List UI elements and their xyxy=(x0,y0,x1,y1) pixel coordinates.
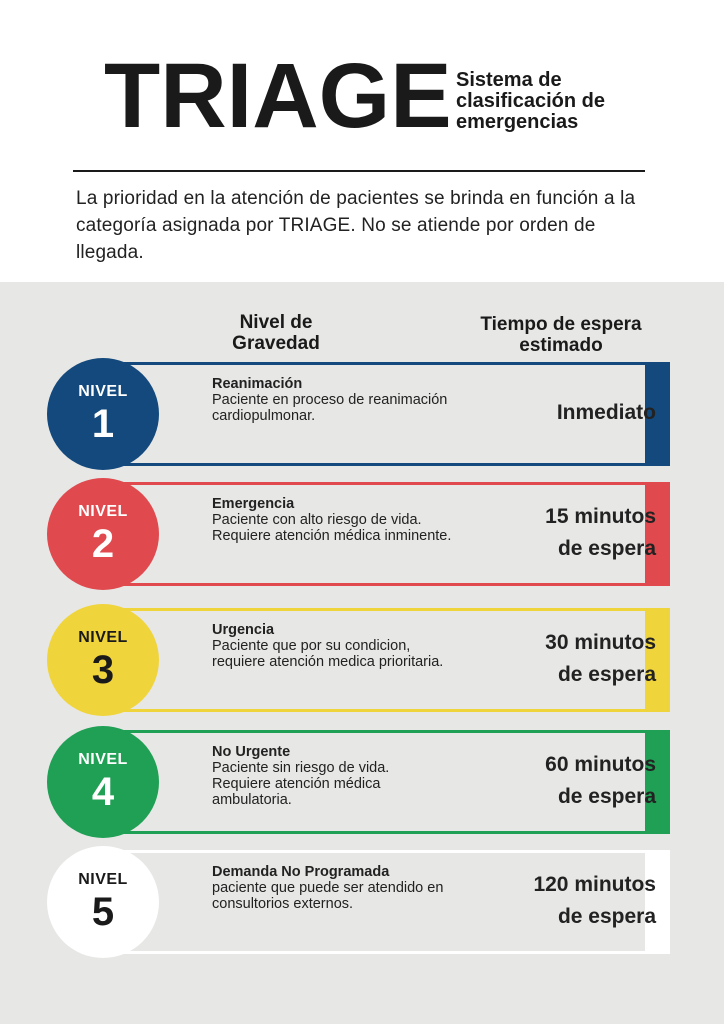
level-description xyxy=(212,744,452,808)
level-detail: paciente que puede ser atendido en consultorios externos. xyxy=(212,880,444,912)
level-detail: Paciente que por su condicion, requiere atención medica prioritaria. xyxy=(212,638,444,670)
wait-line-1: 60 minutos xyxy=(545,753,656,776)
intro-paragraph: La prioridad en la atención de pacientes se brinda en función a la categoría asignada por TRIAGE. No se atiende por orden de llegada. xyxy=(76,188,636,263)
level-category: Emergencia xyxy=(212,496,295,512)
column-header-wait: Tiempo de espera estimado xyxy=(480,314,642,356)
wait-line-1: 30 minutos xyxy=(545,631,656,654)
level-description xyxy=(212,496,452,544)
wait-line-2: de espera xyxy=(557,663,656,686)
level-number: 1 xyxy=(91,402,115,446)
level-row-5 xyxy=(0,846,724,961)
level-wait xyxy=(466,746,656,816)
level-label: NIVEL xyxy=(78,629,128,646)
level-category: Demanda No Programada xyxy=(212,864,390,880)
level-wait xyxy=(466,498,656,568)
level-row-4 xyxy=(0,726,724,841)
level-row-1 xyxy=(0,358,724,473)
level-label: NIVEL xyxy=(78,751,128,768)
page-title: TRIAGE xyxy=(104,45,452,147)
level-category: No Urgente xyxy=(212,744,291,760)
page-subtitle: Sistema de clasificación de emergencias xyxy=(456,69,605,133)
wait-line-1: 120 minutos xyxy=(533,873,656,896)
divider xyxy=(73,170,645,172)
wait-line-1: Inmediato xyxy=(556,401,656,424)
level-wait xyxy=(466,624,656,694)
level-row-3 xyxy=(0,604,724,719)
level-badge xyxy=(47,726,159,838)
wait-line-1: 15 minutos xyxy=(545,505,656,528)
wait-line-2: de espera xyxy=(557,785,656,808)
level-description xyxy=(212,864,452,912)
level-category: Reanimación xyxy=(212,376,303,392)
level-wait xyxy=(466,378,656,448)
level-row-2 xyxy=(0,478,724,593)
level-description xyxy=(212,376,452,424)
level-badge xyxy=(47,604,159,716)
level-detail: Paciente con alto riesgo de vida. Requiere atención médica inminente. xyxy=(212,512,452,544)
level-label: NIVEL xyxy=(78,383,128,400)
header xyxy=(0,0,724,282)
level-badge xyxy=(47,358,159,470)
level-badge xyxy=(47,846,159,958)
level-label: NIVEL xyxy=(78,503,128,520)
level-number: 3 xyxy=(91,648,115,692)
wait-line-2: de espera xyxy=(557,537,656,560)
wait-line-2: de espera xyxy=(557,905,656,928)
level-label: NIVEL xyxy=(78,871,128,888)
level-category: Urgencia xyxy=(212,622,275,638)
level-detail: Paciente en proceso de reanimación cardiopulmonar. xyxy=(212,392,448,424)
level-wait xyxy=(466,866,656,936)
level-number: 2 xyxy=(91,522,115,566)
level-number: 4 xyxy=(91,770,115,814)
level-badge xyxy=(47,478,159,590)
level-number: 5 xyxy=(91,890,115,934)
column-header-severity: Nivel de Gravedad xyxy=(232,312,320,354)
level-detail: Paciente sin riesgo de vida. Requiere atención médica ambulatoria. xyxy=(212,760,390,808)
level-description xyxy=(212,622,452,670)
